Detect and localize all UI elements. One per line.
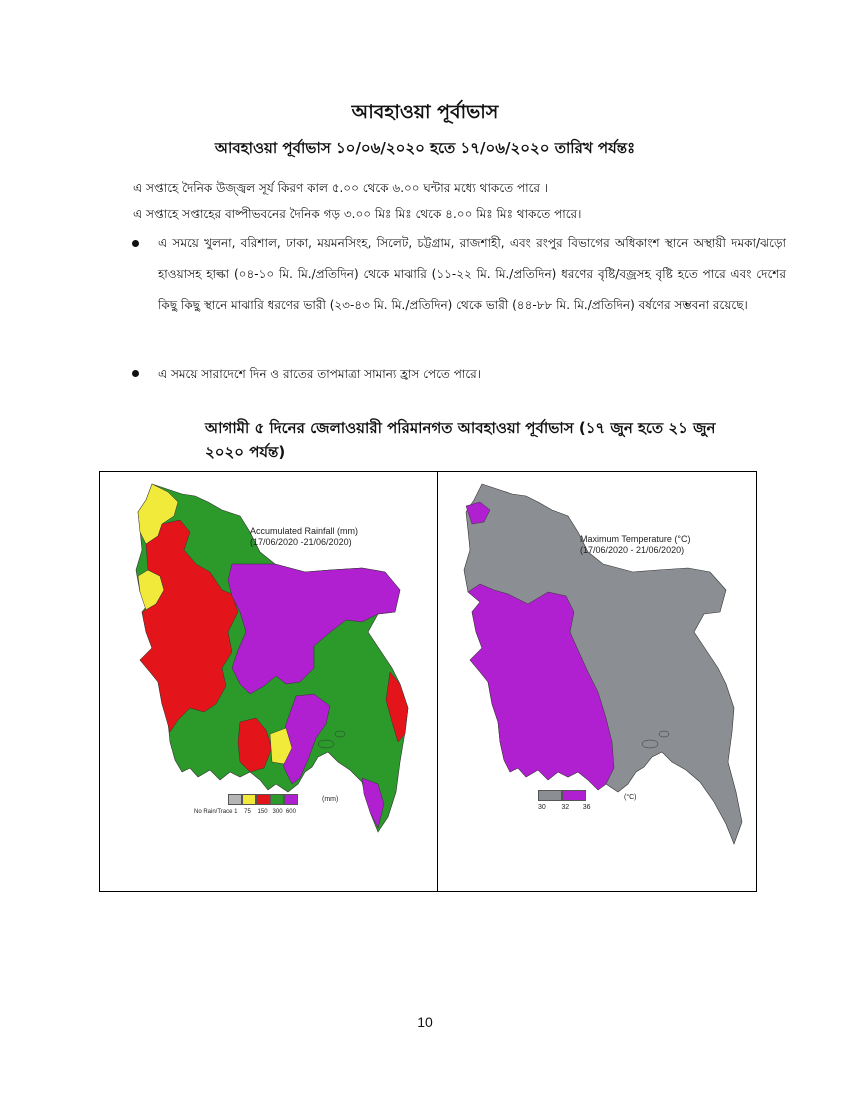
legend-label: 1	[234, 809, 238, 815]
sunshine-paragraph: এ সপ্তাহে দৈনিক উজ্জ্বল সূর্য কিরণ কাল ৫.০০ থেকে ৬.০০ ঘন্টার মধ্যে থাকতে পারে ।	[133, 181, 549, 195]
legend-label: 300	[272, 809, 283, 815]
rainfall-legend-labels	[194, 809, 296, 815]
legend-swatch	[284, 794, 298, 805]
legend-swatch	[270, 794, 284, 805]
district-forecast-heading: আগামী ৫ দিনের জেলাওয়ারী পরিমানগত আবহাওয়া পূর্বাভাস (১৭ জুন হতে ২১ জুন ২০২০ পর্যন্ত)	[205, 419, 716, 461]
legend-swatch	[242, 794, 256, 805]
page-number: 10	[417, 1014, 433, 1030]
legend-label: 600	[285, 809, 296, 815]
evaporation-paragraph: এ সপ্তাহে সপ্তাহের বাষ্পীভবনের দৈনিক গড় ৩.০০ মিঃ মিঃ থেকে ৪.০০ মিঃ মিঃ থাকতে পারে।	[133, 207, 582, 221]
temperature-legend-unit: (°C)	[624, 794, 637, 801]
legend-label: 75	[244, 809, 251, 815]
rainfall-map	[100, 472, 437, 891]
rainfall-legend	[228, 794, 298, 805]
legend-swatch	[256, 794, 270, 805]
temperature-bullet: এ সময়ে সারাদেশে দিন ও রাতের তাপমাত্রা সামান্য হ্রাস পেতে পারে।	[158, 367, 482, 381]
legend-swatch	[538, 790, 562, 801]
legend-label: 36	[582, 804, 591, 811]
temperature-legend	[538, 790, 586, 801]
legend-label: 32	[561, 804, 570, 811]
temperature-map-period: (17/06/2020 - 21/06/2020)	[580, 545, 685, 555]
legend-label: 30	[538, 804, 546, 811]
temperature-legend-labels	[538, 804, 591, 811]
legend-swatch	[562, 790, 586, 801]
temperature-map-title: Maximum Temperature (°C)	[580, 534, 691, 544]
forecast-subtitle: আবহাওয়া পূর্বাভাস ১০/০৬/২০২০ হতে ১৭/০৬/২০২০ তারিখ পর্যন্তঃ	[214, 139, 636, 157]
temperature-map	[438, 472, 756, 891]
page-title: আবহাওয়া পূর্বাভাস	[351, 101, 499, 123]
legend-label: No Rain/Trace	[194, 809, 233, 815]
legend-swatch	[228, 794, 242, 805]
bullet-icon	[132, 240, 139, 247]
legend-label: 150	[257, 809, 268, 815]
bullet-icon	[132, 370, 139, 377]
rainfall-map-period: (17/06/2020 -21/06/2020)	[250, 537, 352, 547]
rainfall-legend-unit: (mm)	[322, 796, 339, 803]
rainfall-map-title: Accumulated Rainfall (mm)	[250, 526, 359, 536]
rainfall-bullet: এ সময়ে খুলনা, বরিশাল, ঢাকা, ময়মনসিংহ, সিলেট, চট্টগ্রাম, রাজশাহী, এবং রংপুর বিভাগের অধিকাংশ স্থানে অস্থায়ী দমকা/ঝড়ো হাওয়াসহ হাল্কা (০৪-১০ মি. মি./প্রতিদিন) থেকে মাঝারি (১১-২২ মি. মি./প্রতিদিন) ধরণের বৃষ্টি/বজ্রসহ বৃষ্টি হতে পারে এবং দেশের কিছু কিছু স্থানে মাঝারি ধরণের ভারী (২৩-৪৩ মি. মি./প্রতিদিন) থেকে ভারী (৪৪-৮৮ মি. মি./প্রতিদিন) বর্ষণের সম্ভবনা রয়েছে।	[158, 236, 786, 312]
forecast-maps-table	[99, 471, 757, 892]
